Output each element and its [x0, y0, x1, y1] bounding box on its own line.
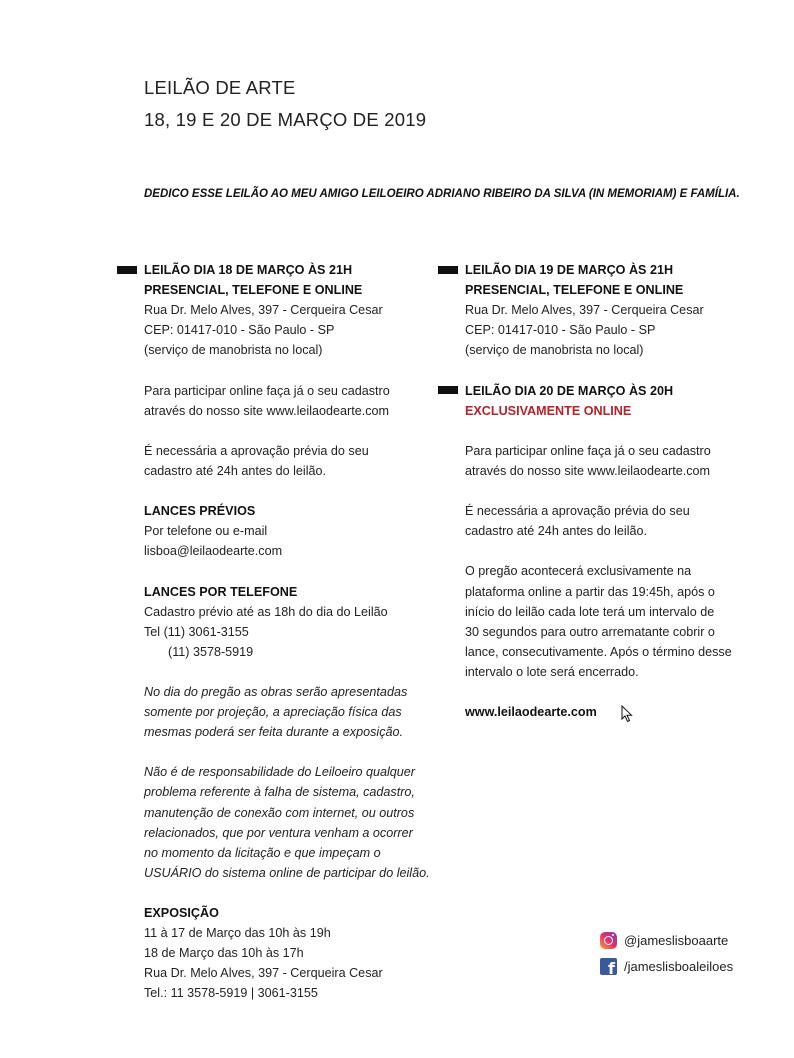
- note-line: mesmas poderá ser feita durante a exposição.: [144, 725, 404, 740]
- address-line: Rua Dr. Melo Alves, 397 - Cerqueira Cesar: [465, 303, 704, 318]
- pregao-line: O pregão acontecerá exclusivamente na: [465, 564, 692, 579]
- pregao-line: plataforma online a partir das 19:45h, após o: [465, 584, 715, 599]
- online-info-line: Para participar online faça já o seu cadastro: [144, 383, 390, 398]
- auction-19-mode: PRESENCIAL, TELEFONE E ONLINE: [465, 283, 684, 298]
- auction-20-heading: LEILÃO DIA 20 DE MARÇO ÀS 20H: [465, 383, 674, 398]
- disclaimer-line: USUÁRIO do sistema online de participar do leilão.: [144, 865, 430, 880]
- exposicao-line: Rua Dr. Melo Alves, 397 - Cerqueira Cesar: [144, 966, 383, 981]
- exposicao-line: Tel.: 11 3578-5919 | 3061-3155: [144, 986, 318, 1001]
- facebook-link[interactable]: [600, 953, 733, 979]
- address-line: (serviço de manobrista no local): [144, 343, 323, 358]
- disclaimer-line: no momento da licitação e que impeçam o: [144, 845, 381, 860]
- section-marker: [438, 386, 458, 394]
- left-column: [144, 260, 430, 1003]
- pregao-line: início do leilão cada lote terá um intervalo de: [465, 604, 715, 619]
- exposicao-title: EXPOSIÇÃO: [144, 906, 219, 920]
- instagram-icon: [600, 932, 617, 949]
- address-line: (serviço de manobrista no local): [465, 343, 644, 358]
- online-info-line: Para participar online faça já o seu cadastro: [465, 443, 711, 458]
- note-line: No dia do pregão as obras serão apresentadas: [144, 684, 408, 699]
- approval-line: É necessária a aprovação prévia do seu: [144, 443, 369, 458]
- pregao-line: lance, consecutivamente. Após o término desse: [465, 644, 732, 659]
- mouse-pointer-icon: [621, 705, 633, 723]
- approval-line: cadastro até 24h antes do leilão.: [144, 463, 327, 478]
- site-link[interactable]: www.leilaodearte.com: [465, 705, 597, 720]
- disclaimer-line: relacionados, que por ventura venham a ocorrer: [144, 825, 413, 840]
- exposicao-line: 11 à 17 de Março das 10h às 19h: [144, 926, 331, 941]
- exposicao-line: 18 de Março das 10h às 17h: [144, 946, 304, 961]
- approval-line: cadastro até 24h antes do leilão.: [465, 524, 648, 539]
- approval-line: É necessária a aprovação prévia do seu: [465, 504, 690, 519]
- facebook-handle: /jameslisboaleiloes: [624, 958, 734, 974]
- disclaimer-line: manutenção de conexão com internet, ou outros: [144, 805, 415, 820]
- auction-20-mode: EXCLUSIVAMENTE ONLINE: [465, 403, 632, 418]
- right-column: [465, 260, 732, 722]
- online-info-line: através do nosso site www.leilaodearte.com: [144, 403, 389, 418]
- page-title: LEILÃO DE ARTE: [144, 77, 296, 98]
- dedication-text: DEDICO ESSE LEILÃO AO MEU AMIGO LEILOEIRO ADRIANO RIBEIRO DA SILVA (IN MEMORIAM) E FAMÍLIA.: [144, 188, 740, 200]
- auction-18-heading: LEILÃO DIA 18 DE MARÇO ÀS 21H: [144, 263, 353, 277]
- email-link[interactable]: lisboa@leilaodearte.com: [144, 544, 283, 559]
- page-subtitle-dates: 18, 19 E 20 DE MARÇO DE 2019: [144, 109, 427, 130]
- pregao-line: intervalo o lote será encerrado.: [465, 664, 639, 679]
- lances-telefone-line: Cadastro prévio até as 18h do dia do Leilão: [144, 604, 388, 619]
- facebook-icon: f: [600, 958, 617, 975]
- lances-telefone-title: LANCES POR TELEFONE: [144, 584, 298, 599]
- address-line: Rua Dr. Melo Alves, 397 - Cerqueira Cesar: [144, 303, 383, 318]
- phone-line: (11) 3578-5919: [168, 644, 254, 659]
- disclaimer-line: Não é de responsabilidade do Leiloeiro qualquer: [144, 765, 415, 780]
- address-line: CEP: 01417-010 - São Paulo - SP: [144, 323, 335, 338]
- lances-previos-title: LANCES PRÉVIOS: [144, 504, 256, 519]
- auction-18-mode: PRESENCIAL, TELEFONE E ONLINE: [144, 283, 363, 298]
- pregao-line: 30 segundos para outro arrematante cobrir o: [465, 624, 715, 639]
- online-info-line: através do nosso site www.leilaodearte.com: [465, 463, 710, 478]
- section-marker: [438, 266, 458, 274]
- auction-19-heading: LEILÃO DIA 19 DE MARÇO ÀS 21H: [465, 263, 674, 277]
- section-marker: [117, 266, 137, 274]
- instagram-handle: @jameslisboaarte: [624, 932, 729, 948]
- address-line: CEP: 01417-010 - São Paulo - SP: [465, 323, 656, 338]
- note-line: somente por projeção, a apreciação física das: [144, 705, 402, 720]
- instagram-link[interactable]: [600, 927, 733, 953]
- lances-previos-line: Por telefone ou e-mail: [144, 524, 268, 539]
- phone-line: Tel (11) 3061-3155: [144, 624, 249, 639]
- disclaimer-line: problema referente à falha de sistema, cadastro,: [144, 785, 415, 800]
- social-links: [600, 927, 733, 979]
